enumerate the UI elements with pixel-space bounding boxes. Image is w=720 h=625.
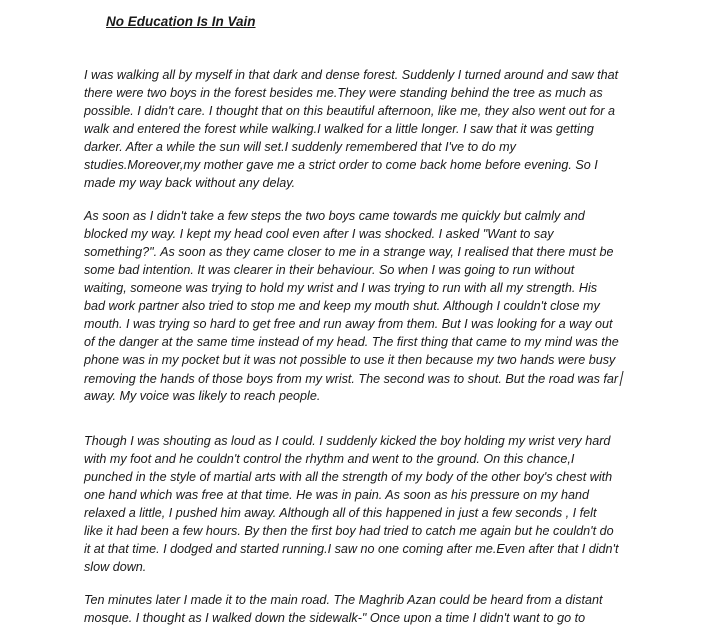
paragraph-1-line-5: darker. After a while the sun will set.I suddenly remembered that I've to do my [84,140,516,154]
paragraph-2-line-11: away. My voice was likely to reach people. [84,389,321,403]
text-cursor-icon [619,371,623,386]
paragraph-1-line-1: I was walking all by myself in that dark and dense forest. Suddenly I turned around and saw that [84,68,619,82]
paragraph-4-line-1: Ten minutes later I made it to the main road. The Maghrib Azan could be heard from a distant [84,593,603,607]
paragraph-1-line-3: possible. I didn't care. I thought that on this beautiful afternoon, like me, they also went out for a [84,104,615,118]
document-title: No Education Is In Vain [106,14,256,29]
paragraph-3-line-4: one hand which was free at that time. He was in pain. As soon as his pressure on my hand [84,488,589,502]
paragraph-3-line-7: it at that time. I dodged and started running.I saw no one coming after me.Even after that I didn't [84,542,619,556]
paragraph-2-line-9: phone was in my pocket but it was not possible to use it then because my two hands were busy [84,353,616,367]
paragraph-2-line-8: of the danger at the same time instead of my head. The first thing that came to my mind was the [84,335,619,349]
paragraph-2-line-4: some bad intention. It was clearer in their behaviour. So when I was going to run without [84,263,575,277]
paragraph-2-line-7: mouth. I was trying so hard to get free and run away from them. But I was looking for a way out [84,317,613,331]
paragraph-2-line-5: waiting, someone was trying to hold my wrist and I was trying to run with all my strength. His [84,281,598,295]
paragraph-3-line-3: punched in the style of martial arts with all the strength of my body of the other boy's chest with [84,470,613,484]
paragraph-2-line-10-text: removing the hands of those boys from my wrist. The second was to shout. But the road was far [84,372,619,386]
paragraph-3-line-8: slow down. [84,560,147,574]
paragraph-4-line-2: mosque. I thought as I walked down the sidewalk-" Once upon a time I didn't want to go to [84,611,586,625]
paragraph-1-line-6: studies.Moreover,my mother gave me a strict order to come back home before evening. So I [84,158,598,172]
paragraph-2-line-10 [84,371,622,386]
paragraph-2-line-1: As soon as I didn't take a few steps the two boys came towards me quickly but calmly and [84,209,585,223]
paragraph-3-line-1: Though I was shouting as loud as I could. I suddenly kicked the boy holding my wrist very hard [84,434,611,448]
paragraph-2-line-6: bad work partner also tried to stop me and keep my mouth shut. Although I couldn't close my [84,299,600,313]
paragraph-1-line-4: walk and entered the forest while walking.I walked for a little longer. I saw that it was getting [84,122,594,136]
paragraph-1-line-7: made my way back without any delay. [84,176,296,190]
paragraph-2-line-3: something?". As soon as they came closer to me in a strange way, I realised that there must be [84,245,614,259]
paragraph-2-line-2: blocked my way. I kept my head cool even after I was shocked. I asked "Want to say [84,227,554,241]
paragraph-3-line-6: like it had been a few hours. By then the first boy had tried to catch me again but he couldn't do [84,524,614,538]
paragraph-3-line-2: with my foot and he couldn't control the rhythm and went to the ground. On this chance,I [84,452,575,466]
paragraph-3-line-5: relaxed a little, I pushed him away. Although all of this happened in just a few seconds , I felt [84,506,597,520]
paragraph-1-line-2: there were two boys in the forest besides me.They were standing behind the tree as much as [84,86,603,100]
